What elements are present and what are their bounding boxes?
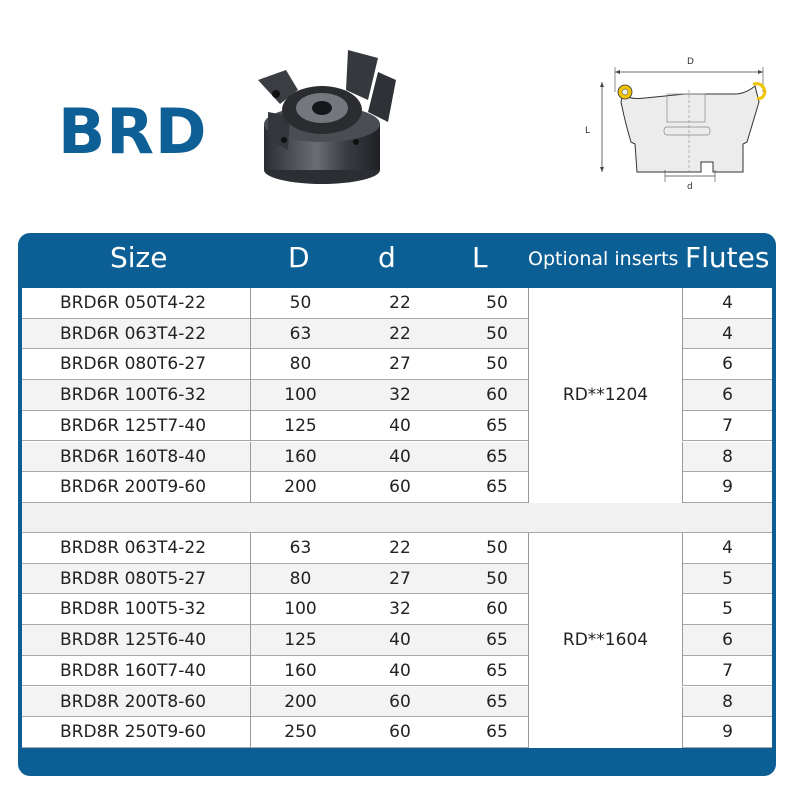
label-d: d xyxy=(687,182,693,192)
cell-D: 63 xyxy=(250,319,350,350)
cell-size: BRD8R 160T7-40 xyxy=(60,660,207,681)
cell-L: 65 xyxy=(486,722,508,743)
milling-cutter-photo xyxy=(238,42,398,192)
specification-table xyxy=(18,233,776,776)
cell-flutes: 9 xyxy=(682,472,772,503)
cell-size: BRD6R 200T9-60 xyxy=(60,477,207,498)
cell-size: BRD8R 125T6-40 xyxy=(60,630,207,651)
cell-D: 80 xyxy=(250,564,350,595)
cell-L: 65 xyxy=(486,660,508,681)
cell-L: 50 xyxy=(486,354,508,375)
cell-L: 65 xyxy=(486,415,508,436)
cell-D: 125 xyxy=(250,625,350,656)
optional-insert-cell: RD**1604 xyxy=(528,533,682,748)
cell-L: 50 xyxy=(486,323,508,344)
cell-L: 50 xyxy=(486,568,508,589)
cell-D: 200 xyxy=(250,687,350,718)
cell-size: BRD6R 063T4-22 xyxy=(60,323,207,344)
cell-flutes: 6 xyxy=(682,625,772,656)
cell-L: 60 xyxy=(486,385,508,406)
cell-D: 100 xyxy=(250,594,350,625)
cell-flutes: 7 xyxy=(682,411,772,442)
header-D: D xyxy=(288,241,310,274)
group-separator xyxy=(22,503,772,533)
cell-L: 65 xyxy=(486,630,508,651)
cell-D: 250 xyxy=(250,717,350,748)
cell-d: 22 xyxy=(389,538,411,558)
cell-size: BRD6R 050T4-22 xyxy=(60,293,207,313)
cell-flutes: 6 xyxy=(682,349,772,380)
cell-D: 63 xyxy=(250,533,350,564)
cell-flutes: 8 xyxy=(682,442,772,473)
cell-d: 32 xyxy=(389,599,411,620)
cell-L: 65 xyxy=(486,446,508,467)
cell-flutes: 5 xyxy=(682,594,772,625)
cell-d: 60 xyxy=(389,691,411,712)
cell-size: BRD8R 200T8-60 xyxy=(60,691,207,712)
table-body xyxy=(22,288,772,748)
cell-size: BRD8R 063T4-22 xyxy=(60,538,207,558)
cell-d: 40 xyxy=(389,630,411,651)
label-L: L xyxy=(585,126,591,136)
cell-d: 22 xyxy=(389,323,411,344)
table-header xyxy=(18,233,776,288)
cell-flutes: 4 xyxy=(682,533,772,564)
cell-D: 200 xyxy=(250,472,350,503)
cell-flutes: 5 xyxy=(682,564,772,595)
cell-d: 60 xyxy=(389,477,411,498)
cell-L: 60 xyxy=(486,599,508,620)
optional-insert-cell: RD**1204 xyxy=(528,288,682,503)
cell-D: 160 xyxy=(250,656,350,687)
cell-d: 32 xyxy=(389,385,411,406)
cell-flutes: 8 xyxy=(682,687,772,718)
cell-size: BRD6R 160T8-40 xyxy=(60,446,207,467)
cell-L: 65 xyxy=(486,691,508,712)
cell-size: BRD8R 080T5-27 xyxy=(60,568,207,589)
cell-d: 27 xyxy=(389,354,411,375)
cell-d: 27 xyxy=(389,568,411,589)
label-D: D xyxy=(687,57,694,67)
cell-flutes: 4 xyxy=(682,288,772,319)
cell-size: BRD6R 100T6-32 xyxy=(60,385,207,406)
cell-L: 50 xyxy=(486,293,508,313)
header-size: Size xyxy=(110,241,168,274)
cell-flutes: 9 xyxy=(682,717,772,748)
product-title: BRD xyxy=(58,95,208,168)
cell-d: 60 xyxy=(389,722,411,743)
cell-flutes: 4 xyxy=(682,319,772,350)
cell-size: BRD6R 125T7-40 xyxy=(60,415,207,436)
header-optional-inserts: Optional inserts xyxy=(528,248,679,270)
header-d: d xyxy=(378,241,396,274)
cell-D: 125 xyxy=(250,411,350,442)
cell-size: BRD8R 250T9-60 xyxy=(60,722,207,743)
header-flutes: Flutes xyxy=(685,241,770,274)
header-L: L xyxy=(472,241,488,274)
cell-D: 160 xyxy=(250,442,350,473)
cell-flutes: 6 xyxy=(682,380,772,411)
cell-flutes: 7 xyxy=(682,656,772,687)
cell-d: 40 xyxy=(389,446,411,467)
cell-D: 100 xyxy=(250,380,350,411)
cell-L: 50 xyxy=(486,538,508,558)
cell-D: 50 xyxy=(250,288,350,319)
cell-d: 40 xyxy=(389,660,411,681)
dimension-diagram xyxy=(585,42,775,192)
cell-d: 40 xyxy=(389,415,411,436)
cell-D: 80 xyxy=(250,349,350,380)
cell-size: BRD8R 100T5-32 xyxy=(60,599,207,620)
cell-d: 22 xyxy=(389,293,411,313)
cell-L: 65 xyxy=(486,477,508,498)
cell-size: BRD6R 080T6-27 xyxy=(60,354,207,375)
